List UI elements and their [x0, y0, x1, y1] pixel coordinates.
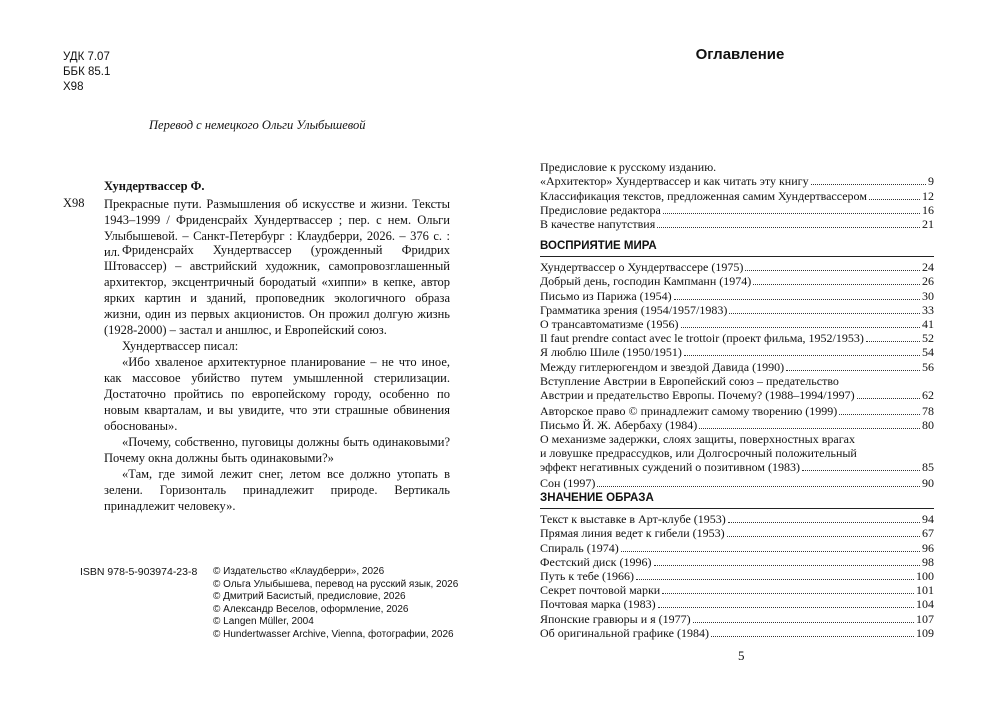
toc-leader — [654, 565, 921, 566]
toc-entry-line: и ловушке предрассудков, или Долгосрочный положительный — [540, 445, 857, 460]
toc-entry[interactable] — [540, 188, 934, 202]
toc-leader — [658, 607, 914, 608]
toc-section-image — [540, 490, 934, 640]
toc-entry[interactable] — [540, 317, 934, 331]
toc-entry-line: Вступление Австрии в Европейский союз – предательство — [540, 373, 839, 388]
toc-entry[interactable] — [540, 217, 934, 231]
toc-entry-title: Фестский диск (1996) — [540, 554, 652, 569]
toc-leader — [728, 522, 920, 523]
toc-entry-title: Хундертвассер о Хундертвассере (1975) — [540, 260, 744, 275]
toc-entry-page: 78 — [922, 403, 934, 418]
toc-leader — [729, 313, 920, 314]
index-code: Х98 — [63, 196, 85, 210]
toc-entry-title: Письмо Й. Ж. Абербаху (1984) — [540, 417, 698, 432]
toc-entry[interactable] — [540, 626, 934, 640]
toc-leader — [869, 199, 920, 200]
toc-entry[interactable] — [540, 404, 934, 418]
toc-entry-page: 80 — [922, 417, 934, 432]
bibliographic-entry: Прекрасные пути. Размышления об искусстве и жизни. Тексты 1943–1999 / Фриденсрайх Хундертвассер ; пер. с нем. Ольги Улыбышевой. – Санкт-Петербург : Клаудберри, 2026. – 376 с. : ил. — [104, 197, 450, 259]
copyright-line: © Издательство «Клаудберри», 2026 — [213, 566, 385, 577]
toc-entry[interactable] — [540, 526, 934, 540]
toc-leader — [839, 414, 920, 415]
toc-entry-page: 67 — [922, 526, 934, 541]
author-heading: Хундертвассер Ф. — [104, 179, 205, 193]
toc-entry-title: Классификация текстов, предложенная самим Хундертвассером — [540, 188, 867, 203]
annotation-paragraph: «Почему, собственно, пуговицы должны быть одинаковыми? Почему окна должны быть одинаковыми?» — [104, 435, 450, 465]
toc-leader — [681, 327, 920, 328]
toc-entry[interactable] — [540, 303, 934, 317]
toc-entry[interactable] — [540, 569, 934, 583]
toc-title: Оглавление — [695, 46, 785, 63]
toc-leader — [753, 284, 920, 285]
toc-entry[interactable] — [540, 359, 934, 373]
toc-entry-page: 33 — [922, 302, 934, 317]
annotation-paragraph: Хундертвассер писал: — [122, 339, 239, 353]
toc-leader — [811, 184, 926, 185]
toc-entry-page: 62 — [922, 387, 934, 402]
toc-entry[interactable] — [540, 597, 934, 611]
bbk-code: ББК 85.1 — [63, 66, 111, 78]
toc-entry-title: Об оригинальной графике (1984) — [540, 625, 709, 640]
toc-leader — [657, 227, 920, 228]
annotation-paragraph: «Там, где зимой лежит снег, летом все должно утопать в зелени. Горизонталь принадлежит природе. Вертикаль принадлежит человеку». — [104, 467, 450, 513]
toc-entry-page: 100 — [916, 568, 934, 583]
toc-leader — [699, 428, 920, 429]
toc-entry[interactable] — [540, 432, 934, 474]
toc-leader — [663, 213, 920, 214]
toc-leader — [621, 551, 920, 552]
toc-entry[interactable] — [540, 512, 934, 526]
toc-entry-title: Почтовая марка (1983) — [540, 597, 656, 612]
toc-entry-page: 104 — [916, 597, 934, 612]
toc-entry-line: О механизме задержки, слоях защиты, поверхностных врагах — [540, 431, 855, 446]
toc-leader — [597, 486, 920, 487]
toc-leader — [662, 593, 914, 594]
toc-entry-title: Сон (1997) — [540, 476, 596, 491]
toc-entry[interactable] — [540, 540, 934, 554]
toc-entry-title: Путь к тебе (1966) — [540, 568, 635, 583]
toc-entry-title: О трансавтоматизме (1956) — [540, 316, 679, 331]
toc-entry-page: 54 — [922, 345, 934, 360]
toc-divider — [540, 256, 934, 257]
toc-leader — [786, 370, 920, 371]
toc-intro — [540, 160, 934, 231]
toc-entry-title: Японские гравюры и я (1977) — [540, 611, 691, 626]
toc-leader — [693, 622, 914, 623]
toc-entry-page: 85 — [922, 459, 934, 474]
toc-entry-page: 52 — [922, 331, 934, 346]
toc-entry-title: Грамматика зрения (1954/1957/1983) — [540, 302, 728, 317]
toc-entry[interactable] — [540, 374, 934, 402]
toc-entry-title: Авторское право © принадлежит самому творению (1999) — [540, 403, 838, 418]
toc-entry-page: 109 — [916, 625, 934, 640]
udc-block — [63, 50, 110, 95]
toc-leader — [674, 299, 920, 300]
toc-entry-title: Письмо из Парижа (1954) — [540, 288, 672, 303]
toc-entry-title: Я люблю Шиле (1950/1951) — [540, 345, 682, 360]
toc-entry-page: 21 — [922, 216, 934, 231]
toc-section-title: ЗНАЧЕНИЕ ОБРАЗА — [540, 492, 654, 504]
toc-leader — [745, 270, 920, 271]
toc-entry-title: Австрии и предательство Европы. Почему? (1988–1994/1997) — [540, 387, 855, 402]
toc-entry-page: 98 — [922, 554, 934, 569]
toc-entry[interactable] — [540, 345, 934, 359]
toc-entry-page: 96 — [922, 540, 934, 555]
annotation-paragraph: «Ибо хваленое архитектурное планирование – не что иное, как массовое убийство путем умышленной стерилизации. Достаточно пройтись по европейскому городу, особенно по новым кварталам, и вы увидите, что эти страшные обвинения обоснованы». — [104, 355, 450, 433]
toc-entry-title: Предисловие редактора — [540, 202, 661, 217]
toc-entry[interactable] — [540, 555, 934, 569]
toc-entry-page: 101 — [916, 583, 934, 598]
toc-entry-title: Добрый день, господин Кампманн (1974) — [540, 274, 752, 289]
toc-entry-page: 26 — [922, 274, 934, 289]
toc-leader — [866, 341, 920, 342]
toc-entry-title: «Архитектор» Хундертвассер и как читать эту книгу — [540, 174, 809, 189]
toc-entry-page: 90 — [922, 476, 934, 491]
toc-entry-page: 107 — [916, 611, 934, 626]
toc-leader — [684, 355, 920, 356]
toc-divider — [540, 508, 934, 509]
toc-entry[interactable] — [540, 174, 934, 188]
toc-entry-page: 12 — [922, 188, 934, 203]
toc-entry-title: эффект негативных суждений о позитивном (1983) — [540, 459, 800, 474]
toc-entry[interactable] — [540, 288, 934, 302]
toc-leader — [727, 536, 920, 537]
copyright-line: © Ольга Улыбышева, перевод на русский язык, 2026 — [213, 578, 459, 590]
toc-entry-title: Секрет почтовой марки — [540, 583, 661, 598]
toc-intro-heading — [540, 160, 934, 174]
toc-entry[interactable] — [540, 274, 934, 288]
page-number: 5 — [738, 648, 745, 663]
toc-section-title: ВОСПРИЯТИЕ МИРА — [540, 240, 657, 252]
toc-entry-title: Текст к выставке в Арт-клубе (1953) — [540, 512, 726, 527]
toc-leader — [636, 579, 914, 580]
copyright-line: © Александр Веселов, оформление, 2026 — [213, 603, 409, 615]
toc-entry-page: 24 — [922, 260, 934, 275]
toc-entry-title: В качестве напутствия — [540, 216, 656, 231]
author-mark: Х98 — [63, 81, 84, 93]
toc-entry-title: Il faut prendre contact avec le trottoir (проект фильма, 1952/1953) — [540, 331, 864, 346]
copyright-line: © Hundertwasser Archive, Vienna, фотографии, 2026 — [213, 628, 454, 640]
translator-credit: Перевод с немецкого Ольги Улыбышевой — [149, 118, 366, 132]
toc-entry-title: Прямая линия ведет к гибели (1953) — [540, 526, 725, 541]
copyright-line: © Дмитрий Басистый, предисловие, 2026 — [213, 591, 406, 602]
toc-leader — [711, 636, 914, 637]
toc-entry[interactable] — [540, 203, 934, 217]
annotation — [104, 242, 450, 514]
isbn: ISBN 978-5-903974-23-8 — [80, 566, 198, 578]
toc-entry-page: 16 — [922, 202, 934, 217]
toc-entry-page: 9 — [928, 174, 934, 189]
toc-entry[interactable] — [540, 476, 934, 490]
udc-code: УДК 7.07 — [63, 51, 110, 63]
toc-entry[interactable] — [540, 418, 934, 432]
toc-entry-page: 41 — [922, 316, 934, 331]
toc-leader — [857, 398, 920, 399]
toc-entry[interactable] — [540, 611, 934, 625]
toc-entry-title: Между гитлерюгендом и звездой Давида (1990) — [540, 359, 785, 374]
toc-entry[interactable] — [540, 583, 934, 597]
toc-intro-heading-text: Предисловие к русскому изданию. — [540, 160, 717, 175]
toc-entry-title: Спираль (1974) — [540, 540, 619, 555]
annotation-paragraph: Фриденсрайх Хундертвассер (урожденный Фридрих Штовассер) – австрийский художник, самопровозглашенный архитектор, эксцентричный бородатый «хиппи» в кепке, автор ярких картин и зданий, проповедник экологичного образа жизни, один из первых акционистов. Он прожил долгую жизнь (1928-2000) – застал и аншлюс, и Европейский союз. — [104, 243, 450, 337]
toc-entry-page: 94 — [922, 512, 934, 527]
toc-entry-page: 30 — [922, 288, 934, 303]
toc-entry[interactable] — [540, 260, 934, 274]
copyright-block — [213, 566, 458, 641]
toc-entry[interactable] — [540, 331, 934, 345]
toc-section-perception — [540, 238, 934, 490]
toc-entry-page: 56 — [922, 359, 934, 374]
copyright-line: © Langen Müller, 2004 — [213, 616, 314, 627]
toc-leader — [802, 470, 920, 471]
